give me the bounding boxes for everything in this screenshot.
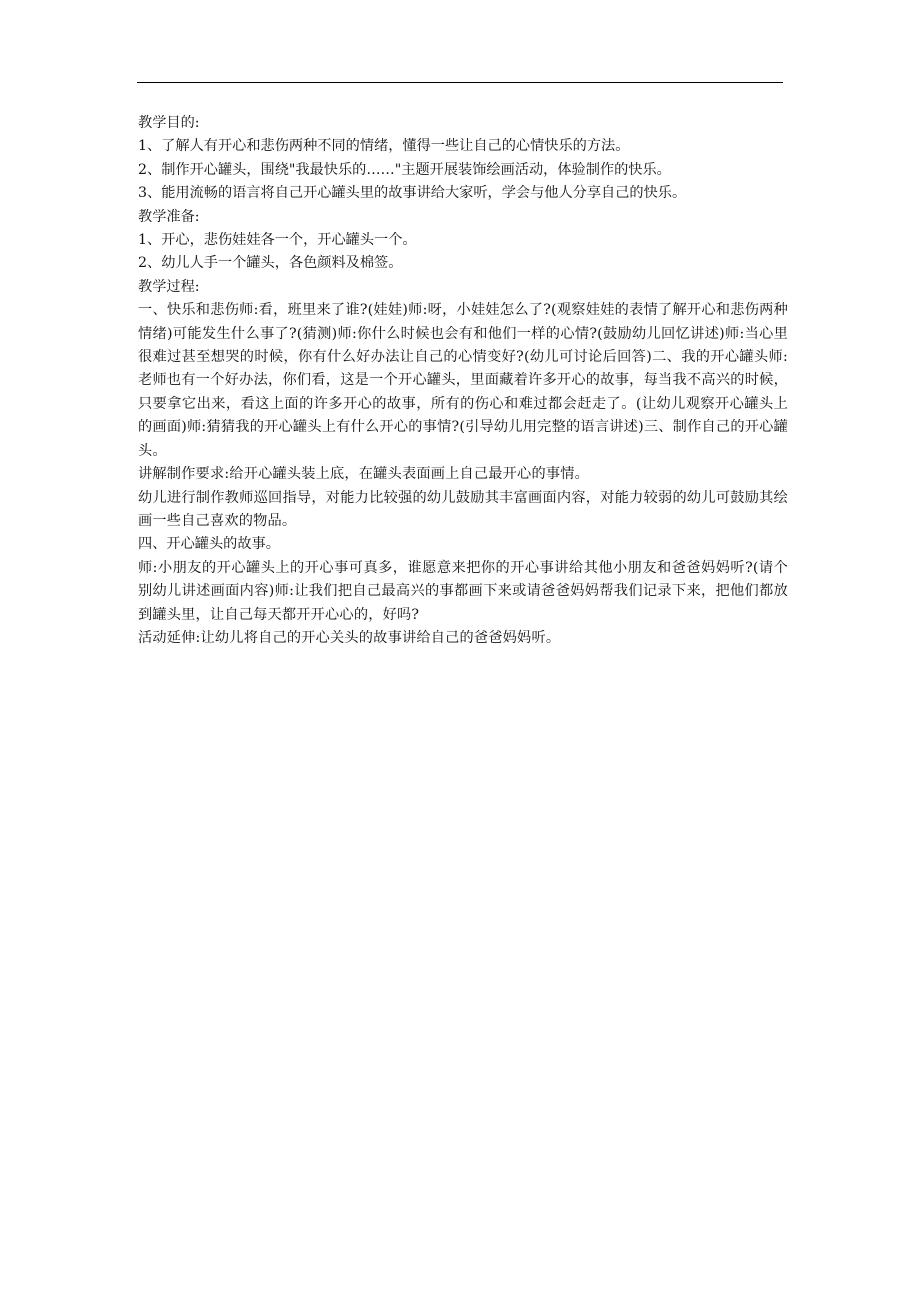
objective-item-1: 1、了解人有开心和悲伤两种不同的情绪，懂得一些让自己的心情快乐的方法。 (138, 138, 630, 155)
objective-item-3: 3、能用流畅的语言将自己开心罐头里的故事讲给大家听，学会与他人分享自己的快乐。 (138, 185, 687, 202)
preparation-heading: 教学准备: (138, 208, 200, 225)
process-heading: 教学过程: (138, 278, 200, 295)
preparation-item-2: 2、幼儿人手一个罐头，各色颜料及棉签。 (138, 255, 403, 272)
process-guidance: 幼儿进行制作教师巡回指导，对能力比较强的幼儿鼓励其丰富画面内容，对能力较弱的幼儿可鼓励其绘画一些自己喜欢的物品。 (138, 489, 788, 529)
process-paragraph-1: 一、快乐和悲伤师:看，班里来了谁?(娃娃)师:呀，小娃娃怎么了?(观察娃娃的表情了解开心和悲伤两种情绪)可能发生什么事了?(猜测)师:你什么时候也会有和他们一样的心情?(鼓励幼儿回忆讲述)师:当心里很难过甚至想哭的时候，你有什么好办法让自己的心情变好?(幼儿可讨论后回答)二、我的开心罐头师:老师也有一个好办法，你们看，这是一个开心罐头，里面藏着许多开心的故事，每当我不高兴的时候，只要拿它出来，看这上面的许多开心的故事，所有的伤心和难过都会赶走了。(让幼儿观察开心罐头上的画面)师:猜猜我的开心罐头上有什么开心的事情?(引导幼儿用完整的语言讲述)三、制作自己的开心罐头。 (138, 302, 788, 459)
document-body (138, 112, 788, 650)
objectives-heading: 教学目的: (138, 115, 200, 131)
activity-extension: 活动延伸:让幼儿将自己的开心关头的故事讲给自己的爸爸妈妈听。 (138, 629, 561, 646)
objective-item-2: 2、制作开心罐头，围绕"我最快乐的……"主题开展装饰绘画活动，体验制作的快乐。 (138, 161, 671, 178)
preparation-item-1: 1、开心，悲伤娃娃各一个，开心罐头一个。 (138, 232, 417, 249)
header-rule (137, 82, 783, 83)
section-4-body: 师:小朋友的开心罐头上的开心事可真多，谁愿意来把你的开心事讲给其他小朋友和爸爸妈妈听?(请个别幼儿讲述画面内容)师:让我们把自己最高兴的事都画下来或请爸爸妈妈帮我们记录下来，把他们都放到罐头里，让自己每天都开开心心的，好吗? (138, 559, 788, 623)
section-4-heading: 四、开心罐头的故事。 (138, 536, 280, 553)
process-requirements: 讲解制作要求:给开心罐头装上底，在罐头表面画上自己最开心的事情。 (138, 466, 589, 483)
